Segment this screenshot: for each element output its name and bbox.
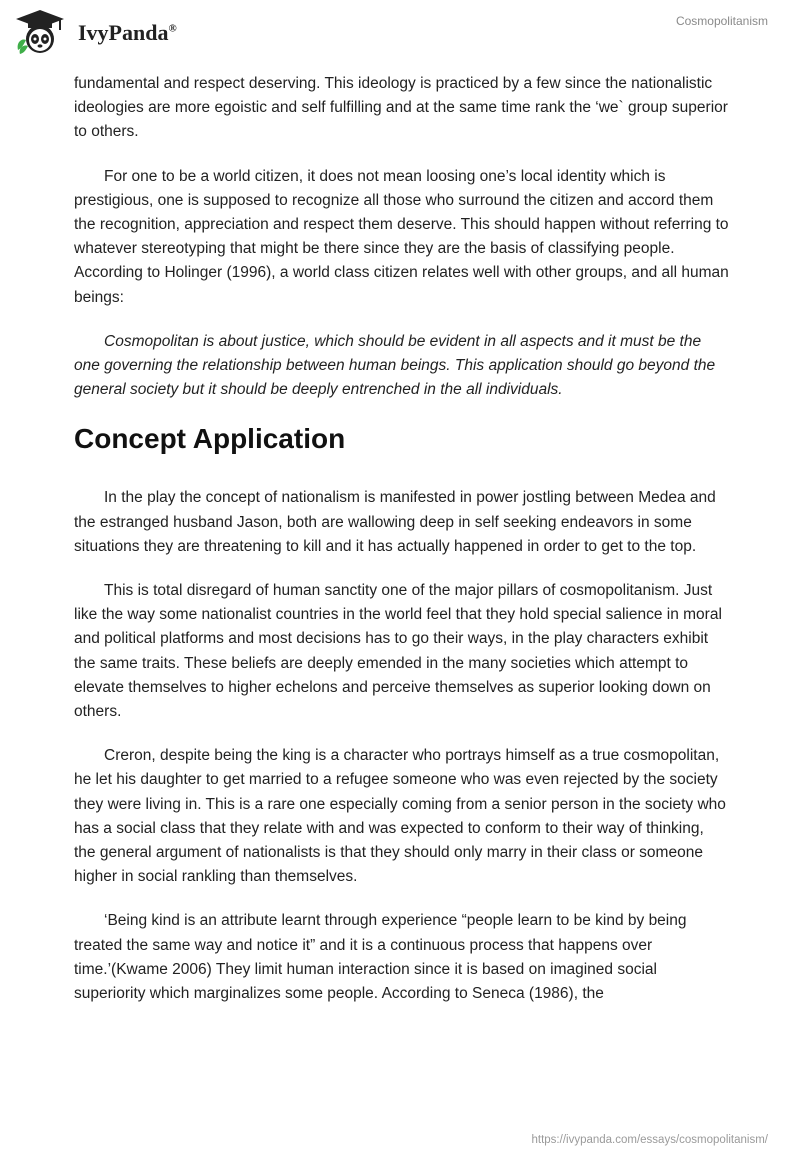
paragraph: fundamental and respect deserving. This ideology is practiced by a few since the nationalistic ideologies are more egoistic and self fulfilling and at the same time rank the ‘we` group superior to others. — [74, 75, 728, 141]
panda-graduate-icon — [14, 8, 66, 56]
brand-name: IvyPanda® — [78, 20, 177, 45]
page-header — [0, 0, 800, 66]
paragraph: For one to be a world citizen, it does not mean loosing one’s local identity which is prestigious, one is supposed to recognize all those who surround the citizen and accord them the recognition, appreciation and respect them deserve. This should happen without referring to whatever stereotyping that might be there since they are the basis of classifying people. According to Holinger (1996), a world class citizen relates well with other groups, and all human beings: — [74, 167, 729, 306]
paragraph: This is total disregard of human sanctity one of the major pillars of cosmopolitanism. Just like the way some nationalist countries in the world feel that they hold special salience in moral and political platforms and most decisions has to go their ways, in the play characters exhibit the same traits. These beliefs are deeply emended in the many societies which attempt to elevate themselves to higher echelons and perceive themselves as superior looking down on others. — [74, 582, 722, 721]
source-url[interactable]: https://ivypanda.com/essays/cosmopolitanism/ — [531, 1134, 768, 1146]
paragraph: ‘Being kind is an attribute learnt through experience “people learn to be kind by being treated the same way and notice it” and it is a continuous process that happens over time.’(Kwame 2006) They limit human interaction since it is based on imagined social superiority which marginalizes some people. According to Seneca (1986), the — [74, 912, 687, 1003]
paragraph: In the play the concept of nationalism is manifested in power jostling between Medea and the estranged husband Jason, both are wallowing deep in self seeking endeavors in some situations they are threatening to kill and it has actually happened in order to get to the top. — [74, 489, 716, 555]
block-quote: Cosmopolitan is about justice, which should be evident in all aspects and it must be the one governing the relationship between human beings. This application should go beyond the general society but it should be deeply entrenched in the all individuals. — [74, 332, 716, 399]
essay-content — [74, 72, 729, 1026]
paragraph: Creron, despite being the king is a character who portrays himself as a true cosmopolitan, he let his daughter to get married to a refugee someone who was even rejected by the society they were living in. This is a rare one especially coming from a senior person in the society who has a social class that they relate with and was expected to conform to their way of thinking, the general argument of nationalists is that they should only marry in their class or someone higher in social rankling than themselves. — [74, 747, 726, 886]
document-title: Cosmopolitanism — [675, 14, 768, 28]
section-heading: Concept Application — [74, 423, 346, 455]
ivypanda-logo[interactable] — [14, 8, 214, 58]
